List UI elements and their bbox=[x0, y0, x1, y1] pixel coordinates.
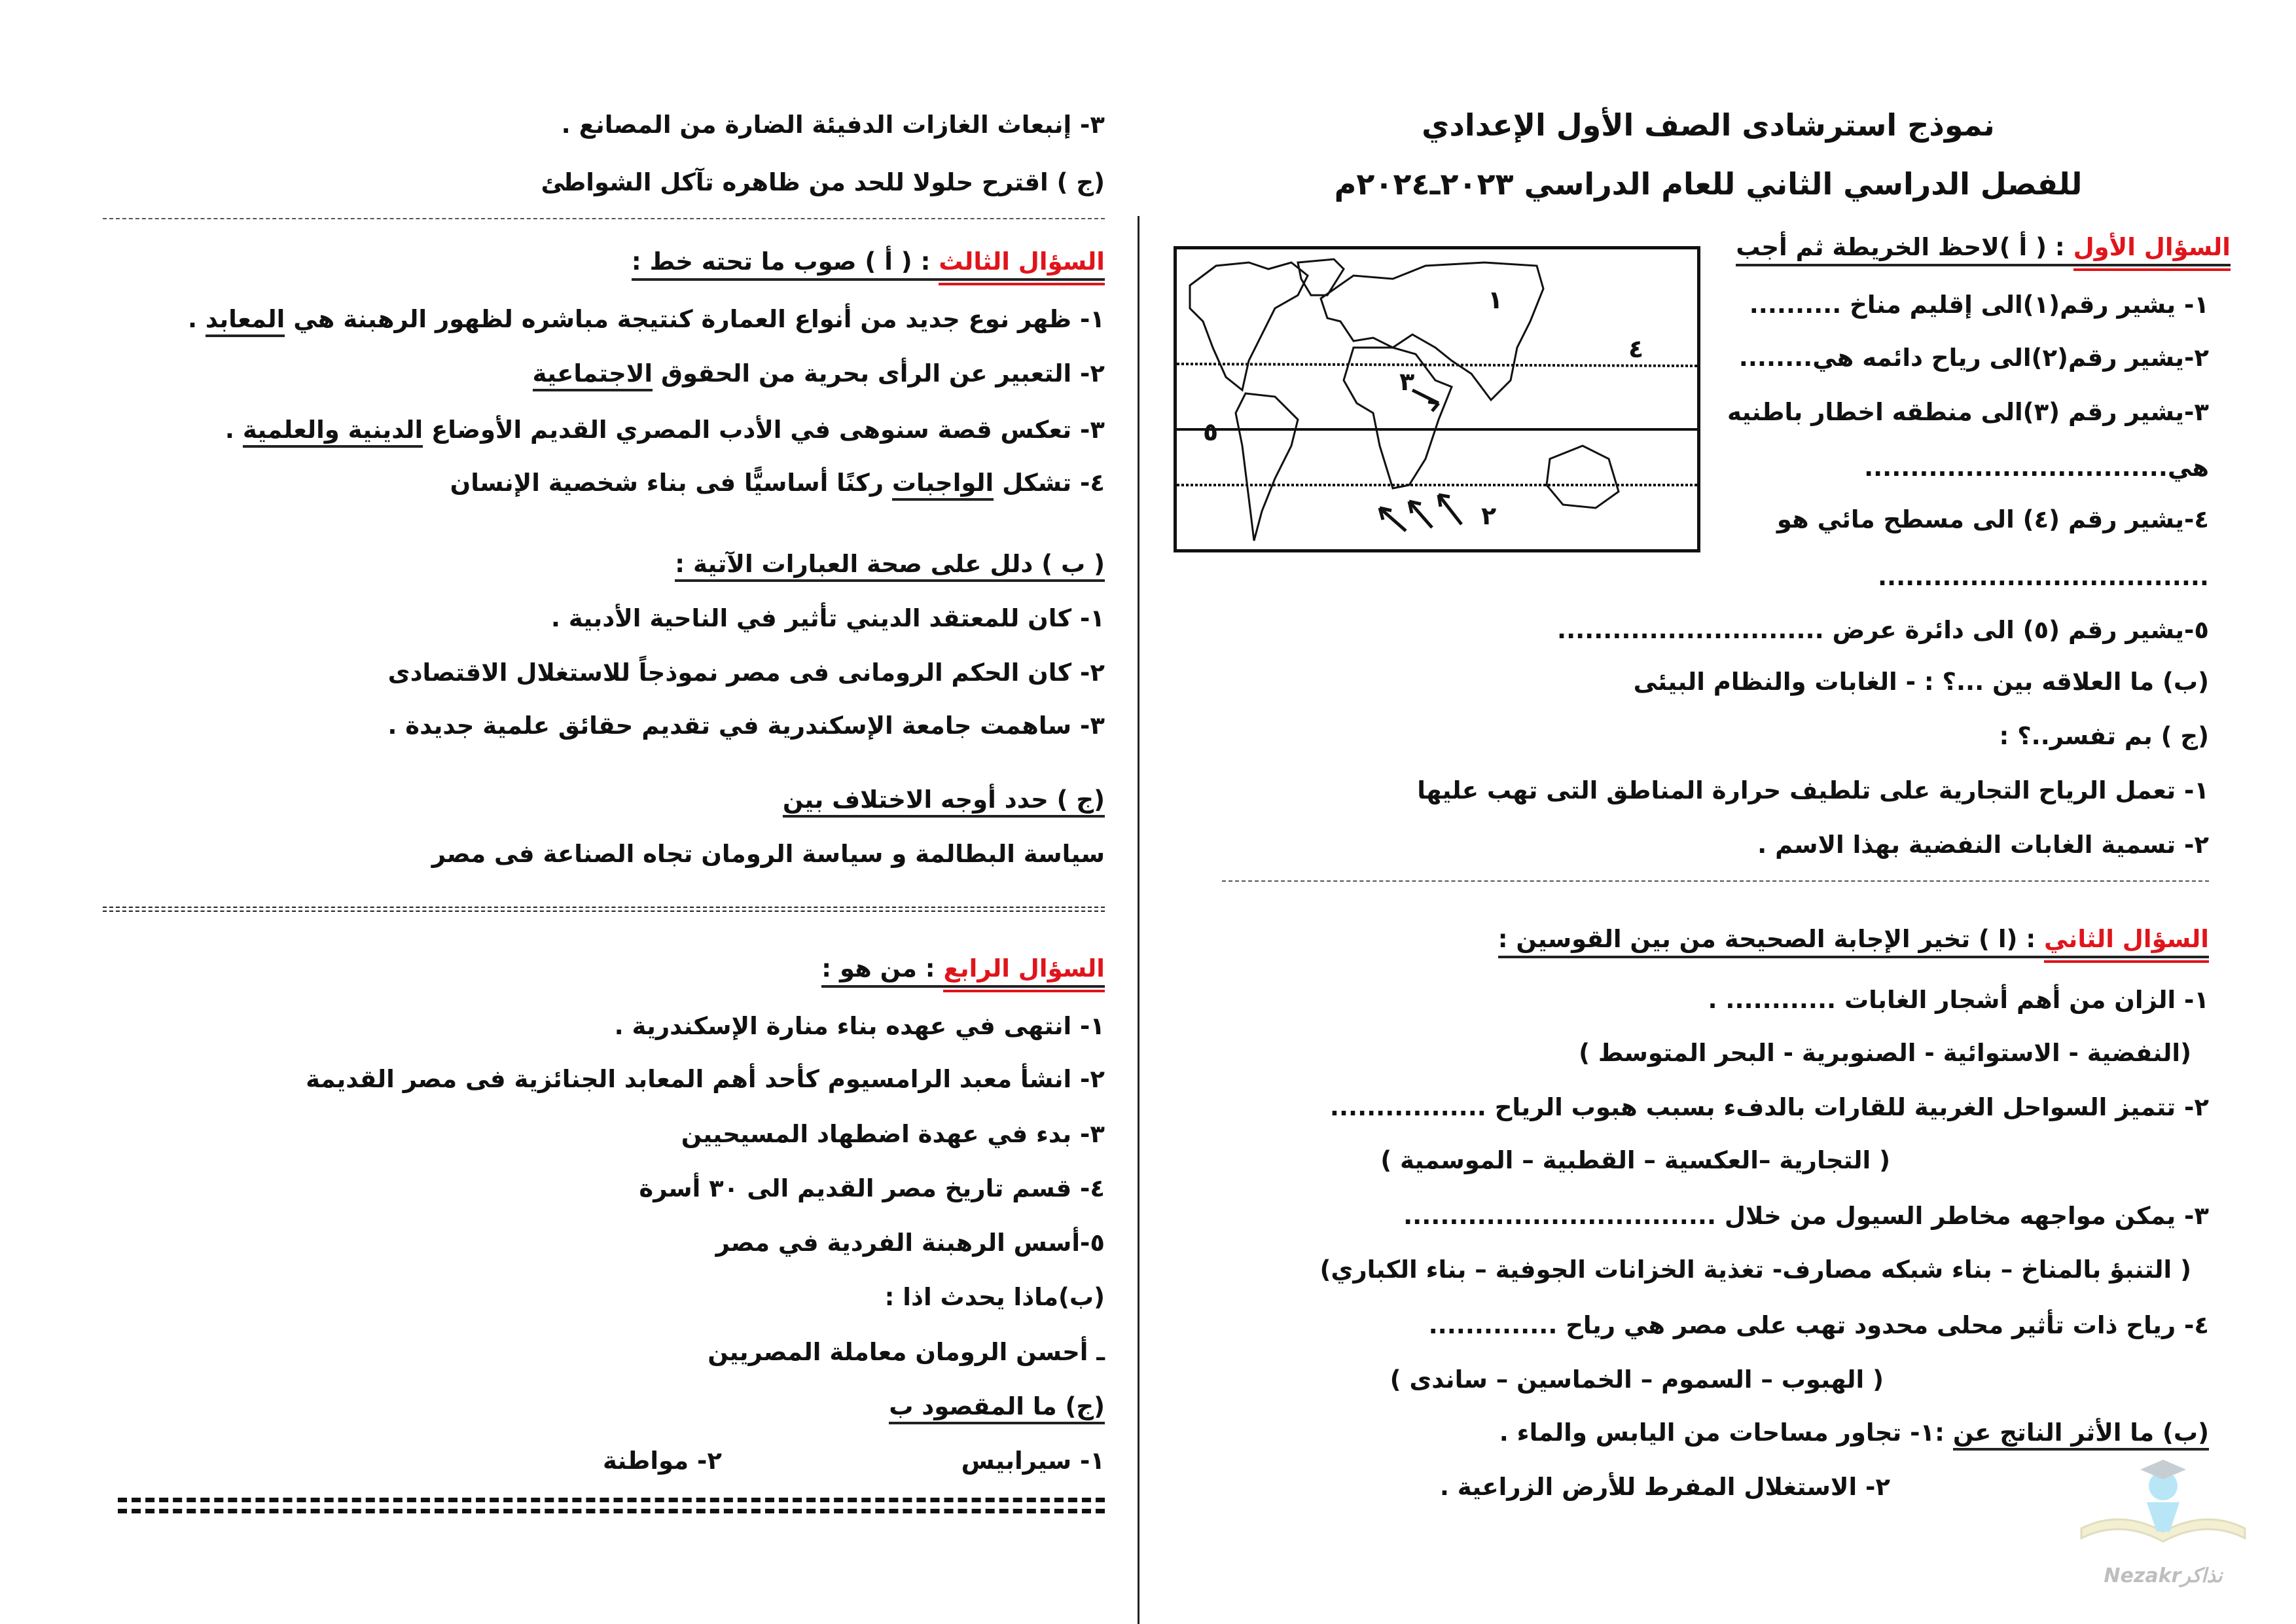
watermark-text: Nezakrنذاكر bbox=[2104, 1564, 2223, 1587]
arrow-3 bbox=[1412, 390, 1439, 411]
left-top-line-1: ٣- إنبعاث الغازات الدفيئة الضارة من المصانع . bbox=[561, 111, 1105, 139]
q1-c-item-2: ٢- تسمية الغابات النفضية بهذا الاسم . bbox=[1757, 831, 2209, 859]
australia bbox=[1547, 446, 1619, 508]
section-divider bbox=[1222, 880, 2209, 882]
nezakr-watermark-logo bbox=[2068, 1450, 2258, 1587]
tropic-of-cancer bbox=[1177, 364, 1697, 366]
q3-item-end: . bbox=[224, 416, 243, 444]
q4-item-3: ٣- بدء في عهدة اضطهاد المسيحيين bbox=[681, 1120, 1105, 1148]
q2-options-4: ( الهبوب – السموم – الخماسين – ساندى ) bbox=[1390, 1365, 1884, 1394]
q4-item-5: ٥-أسس الرهبنة الفردية في مصر bbox=[715, 1229, 1105, 1257]
q1-item-3-blank: هي................................. bbox=[1864, 454, 2209, 482]
q1-part-c: (ج ) بم تفسر..؟ : bbox=[1999, 722, 2209, 750]
column-divider bbox=[1138, 216, 1139, 1624]
q1-label: السؤال الأول bbox=[2073, 229, 2231, 271]
q2-options-2: ( التجارية –العكسية – القطبية – الموسمية ) bbox=[1380, 1146, 1890, 1174]
q2-item-4: ٤- رياح ذات تأثير محلى محدود تهب على مصر هي رياح .............. bbox=[1428, 1311, 2209, 1339]
q1-c-item-1: ١- تعمل الرياح التجارية على تلطيف حرارة المناطق التى تهب عليها bbox=[1417, 776, 2209, 804]
end-divider bbox=[118, 1498, 1105, 1513]
map-label-5: ٥ bbox=[1203, 418, 1219, 446]
q2-options-3: ( التنبؤ بالمناخ – بناء شبكه مصارف- تغذية الخزانات الجوفية – بناء الكباري) bbox=[1319, 1255, 2191, 1284]
q3-underlined: المعابد bbox=[206, 305, 285, 337]
q2-instruction: : (ا ) تخير الإجابة الصحيحة من بين القوسين : bbox=[1498, 925, 2044, 953]
q3-item-end: ركنًا أساسيًّا فى بناء شخصية الإنسان bbox=[450, 469, 892, 497]
world-map bbox=[1174, 246, 1700, 552]
q2-b-item-2: ٢- الاستغلال المفرط للأرض الزراعية . bbox=[1439, 1473, 1890, 1501]
map-label-4: ٤ bbox=[1628, 334, 1644, 363]
section-divider bbox=[103, 218, 1105, 219]
q2-options-1: (النفضية - الاستوائية - الصنوبرية - البحر المتوسط ) bbox=[1579, 1039, 2191, 1067]
q3-c-heading: (ج ) حدد أوجه الاختلاف بين bbox=[783, 785, 1105, 818]
q3-b-item-2: ٢- كان الحكم الرومانى فى مصر نموذجاً للاستغلال الاقتصادى bbox=[387, 659, 1105, 687]
q3-item-1 bbox=[188, 301, 1105, 338]
q4-c-item-1: ١- سيرابيس bbox=[961, 1447, 1105, 1475]
greenland bbox=[1298, 259, 1344, 295]
q3-label: السؤال الثالث bbox=[939, 244, 1105, 285]
q1-item-2: ٢-يشير رقم(٢)الى رياح دائمه هي........ bbox=[1738, 344, 2209, 372]
q1-heading bbox=[1736, 229, 2231, 266]
q3-underlined: الاجتماعية bbox=[533, 359, 653, 391]
q1-item-3: ٣-يشير رقم (٣)الى منطقه اخطار باطنيه bbox=[1727, 398, 2209, 426]
q2-b-head: (ب) ما الأثر الناتج عن bbox=[1953, 1418, 2209, 1451]
q1-part-b: (ب) ما العلاقه بين ...؟ : - الغابات والنظام البيئى bbox=[1633, 668, 2209, 696]
q1-item-1: ١- يشير رقم(١)الى إقليم مناخ .......... bbox=[1749, 291, 2209, 319]
q3-underlined: الواجبات bbox=[892, 469, 994, 501]
q2-b-item-1: :١- تجاور مساحات من اليابس والماء . bbox=[1499, 1418, 1953, 1447]
q1-item-5: ٥-يشير رقم (٥) الى دائرة عرض ............................. bbox=[1557, 616, 2209, 644]
eurasia bbox=[1321, 262, 1543, 400]
q3-item-4 bbox=[450, 465, 1105, 501]
world-map-drawing bbox=[1177, 249, 1697, 549]
q3-c-text: سياسة البطالمة و سياسة الرومان تجاه الصناعة فى مصر bbox=[431, 840, 1105, 868]
q2-item-3: ٣- يمكن مواجهه مخاطر السيول من خلال .................................. bbox=[1403, 1202, 2209, 1230]
q3-underlined: الدينية والعلمية bbox=[243, 416, 423, 448]
q4-c-heading: (ج) ما المقصود ب bbox=[889, 1392, 1105, 1424]
graduate-book-icon bbox=[2068, 1450, 2258, 1555]
q3-instruction: : ( أ ) صوب ما تحته خط : bbox=[631, 247, 939, 276]
south-america bbox=[1236, 393, 1298, 541]
q3-part-b bbox=[675, 546, 1105, 583]
q3-part-c bbox=[783, 782, 1105, 818]
q3-item-end: . bbox=[187, 305, 206, 333]
q4-part-c bbox=[889, 1388, 1105, 1425]
q2-item-1: ١- الزان من أهم أشجار الغابات ............ . bbox=[1708, 986, 2209, 1014]
section-divider bbox=[103, 907, 1105, 912]
q3-b-item-1: ١- كان للمعتقد الديني تأثير في الناحية الأدبية . bbox=[550, 604, 1105, 632]
page-subtitle: للفصل الدراسي الثاني للعام الدراسي ٢٠٢٣ـ٢٠٢٤م bbox=[1334, 166, 2083, 202]
q1-item-4-blank: .................................... bbox=[1877, 563, 2209, 591]
africa bbox=[1344, 348, 1452, 488]
q3-item-text: ٤- تشكل bbox=[994, 469, 1105, 497]
q1-instruction: : ( أ )لاحظ الخريطة ثم أجب bbox=[1736, 233, 2073, 261]
page-title: نموذج استرشادى الصف الأول الإعدادي bbox=[1422, 107, 1995, 143]
q3-heading bbox=[632, 244, 1105, 280]
q3-item-text: ٢- التعبير عن الرأى بحرية من الحقوق bbox=[653, 359, 1105, 388]
q4-item-1: ١- انتهى في عهده بناء منارة الإسكندرية . bbox=[614, 1012, 1105, 1040]
q4-label: السؤال الرابع bbox=[943, 950, 1105, 992]
q3-item-3 bbox=[225, 412, 1105, 448]
q2-label: السؤال الثاني bbox=[2044, 921, 2209, 963]
q4-item-4: ٤- قسم تاريخ مصر القديم الى ٣٠ أسرة bbox=[639, 1174, 1105, 1202]
q2-item-2: ٢- تتميز السواحل الغربية للقارات بالدفء بسبب هبوب الرياح ................. bbox=[1329, 1093, 2209, 1121]
q2-part-b bbox=[1499, 1415, 2209, 1451]
q4-part-b: (ب)ماذا يحدث اذا : bbox=[884, 1283, 1105, 1311]
q3-item-2 bbox=[533, 355, 1105, 392]
q3-b-heading: ( ب ) دلل على صحة العبارات الآتية : bbox=[675, 550, 1105, 582]
left-top-line-2: (ج ) اقترح حلولا للحد من ظاهره تآكل الشواطئ bbox=[541, 168, 1105, 196]
q3-item-text: ٣- تعكس قصة سنوهى في الأدب المصري القديم الأوضاع bbox=[423, 416, 1105, 444]
q4-b-text: ـ أحسن الرومان معاملة المصريين bbox=[708, 1338, 1105, 1366]
q4-item-2: ٢- انشأ معبد الرامسيوم كأحد أهم المعابد الجنائزية فى مصر القديمة bbox=[306, 1065, 1105, 1093]
map-label-3: ٣ bbox=[1399, 367, 1415, 396]
map-label-2: ٢ bbox=[1481, 501, 1497, 530]
wind-arrows bbox=[1380, 390, 1462, 531]
q2-heading bbox=[1498, 921, 2209, 958]
q1-item-4: ٤-يشير رقم (٤) الى مسطح مائي هو bbox=[1776, 505, 2209, 533]
q4-c-item-2: ٢- مواطنة bbox=[602, 1447, 722, 1475]
north-america bbox=[1190, 262, 1308, 390]
q4-heading bbox=[821, 950, 1105, 987]
q3-item-text: ١- ظهر نوع جديد من أنواع العمارة كنتيجة مباشره لظهور الرهبنة هي bbox=[285, 305, 1105, 333]
q4-instruction: : من هو : bbox=[821, 954, 944, 983]
q3-b-item-3: ٣- ساهمت جامعة الإسكندرية في تقديم حقائق علمية جديدة . bbox=[387, 712, 1105, 740]
map-label-1: ١ bbox=[1488, 285, 1503, 314]
